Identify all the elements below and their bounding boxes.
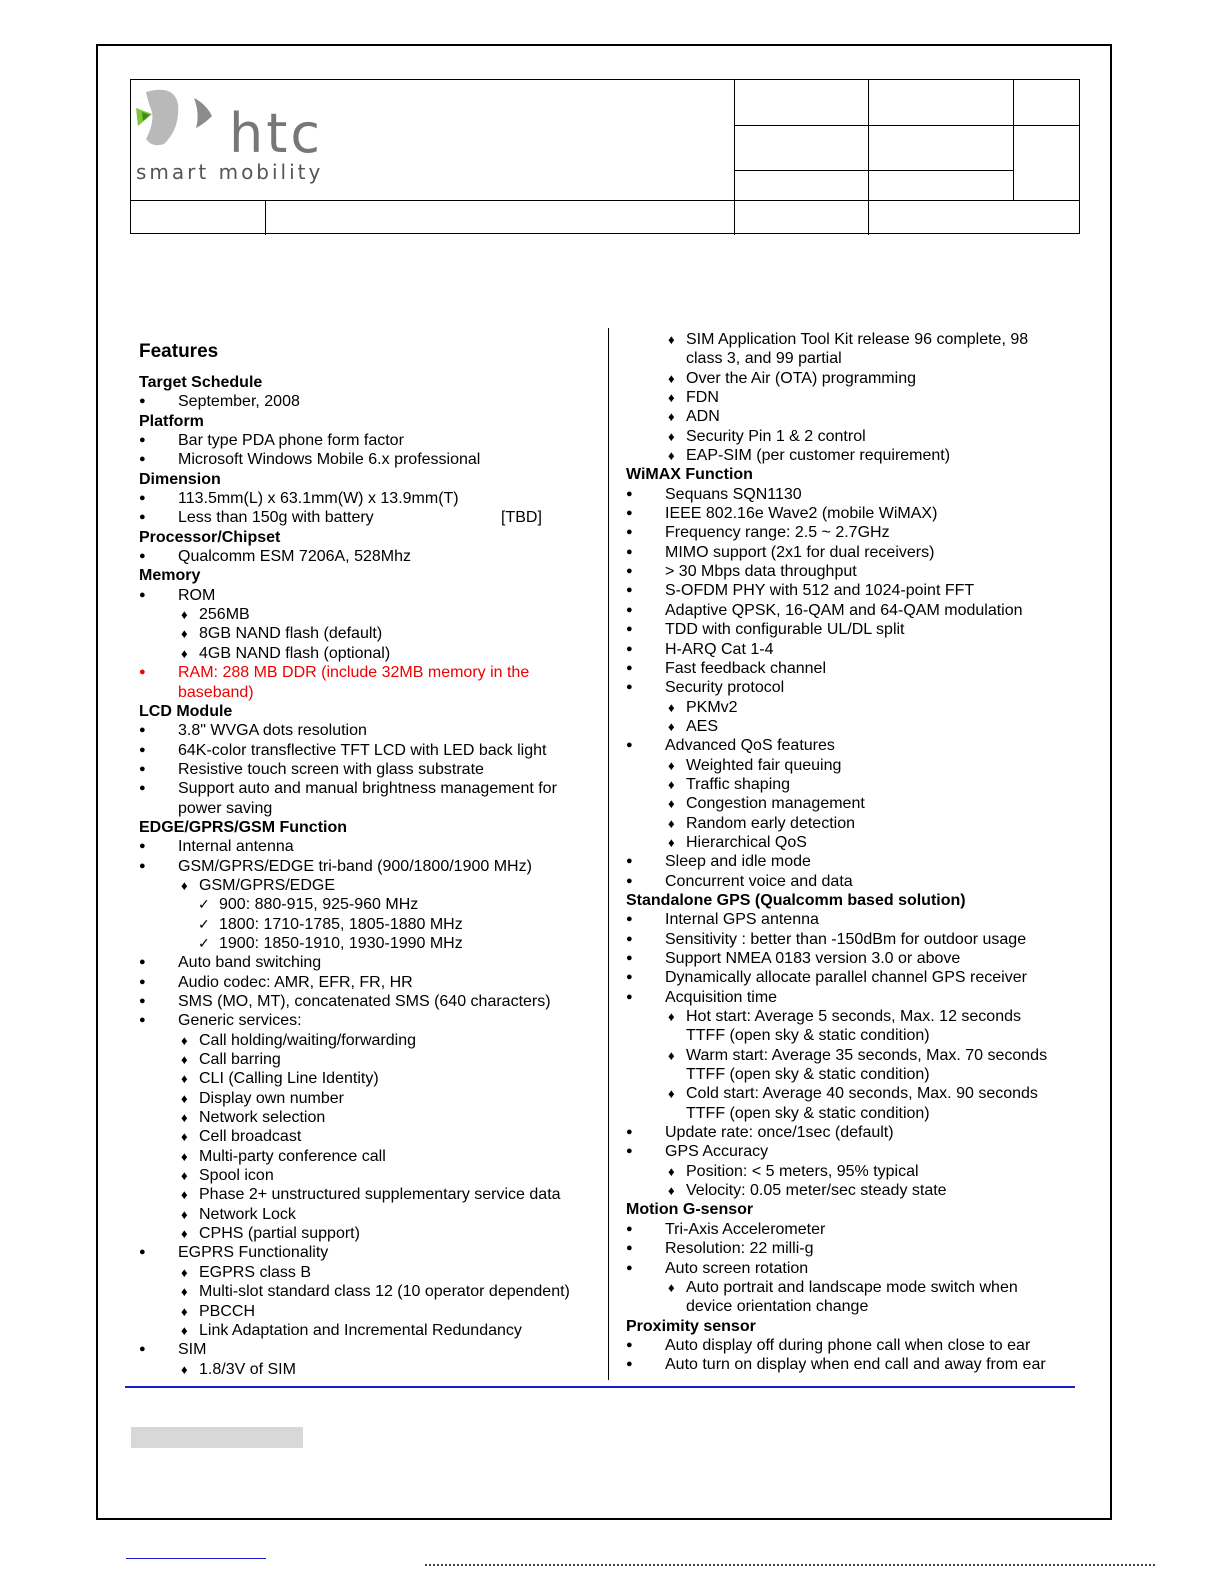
item-text: Auto turn on display when end call and away from ear xyxy=(665,1356,1046,1374)
item-text: > 30 Mbps data throughput xyxy=(665,563,857,581)
sub-bullet-item xyxy=(139,1166,599,1185)
sub-bullet-item xyxy=(626,330,1086,349)
item-text: Multi-party conference call xyxy=(199,1147,386,1165)
item-text: Resolution: 22 milli-g xyxy=(665,1240,814,1258)
bullet-item xyxy=(626,930,1086,949)
item-text: Weighted fair queuing xyxy=(686,756,842,774)
item-text: PKMv2 xyxy=(686,698,738,716)
item-text: H-ARQ Cat 1-4 xyxy=(665,640,774,658)
item-text: Velocity: 0.05 meter/sec steady state xyxy=(686,1182,947,1200)
item-text: Auto portrait and landscape mode switch when xyxy=(686,1278,1018,1296)
sub-bullet-item xyxy=(626,388,1086,407)
check-item xyxy=(139,895,599,914)
item-text: Target Schedule xyxy=(139,374,263,391)
bullet-item xyxy=(626,968,1086,987)
item-text: Resistive touch screen with glass substrate xyxy=(178,760,484,778)
item-text: S-OFDM PHY with 512 and 1024-point FFT xyxy=(665,582,975,600)
sub-bullet-item xyxy=(626,717,1086,736)
bullet-item xyxy=(139,741,599,760)
bullet-item xyxy=(139,1011,599,1030)
sub-bullet-item xyxy=(139,1360,599,1379)
item-text: GSM/GPRS/EDGE tri-band (900/1800/1900 MHz) xyxy=(178,857,532,875)
sub-bullet-item xyxy=(626,1162,1086,1181)
section-heading xyxy=(626,465,1086,484)
item-text: 64K-color transflective TFT LCD with LED back light xyxy=(178,741,547,759)
footer-rule xyxy=(125,1386,1075,1388)
header-rule xyxy=(265,200,266,235)
sub-bullet-item xyxy=(626,1046,1086,1065)
item-text: Generic services: xyxy=(178,1012,302,1030)
bullet-item xyxy=(626,562,1086,581)
item-text: Internal antenna xyxy=(178,838,294,856)
bullet-item xyxy=(626,678,1086,697)
sub-bullet-item xyxy=(139,1185,599,1204)
bullet-item xyxy=(139,489,599,508)
item-text: EGPRS Functionality xyxy=(178,1244,329,1262)
item-text: Fast feedback channel xyxy=(665,659,826,677)
item-text: Audio codec: AMR, EFR, FR, HR xyxy=(178,973,413,991)
sub-bullet-continuation xyxy=(626,1297,1086,1316)
check-item xyxy=(139,915,599,934)
bullet-item xyxy=(139,508,599,527)
left-column xyxy=(139,334,599,1379)
item-text: Acquisition time xyxy=(665,988,778,1006)
item-text: SIM Application Tool Kit release 96 complete, 98 xyxy=(686,331,1029,348)
item-text: WiMAX Function xyxy=(626,466,753,484)
item-text: IEEE 802.16e Wave2 (mobile WiMAX) xyxy=(665,505,938,523)
item-text: Sleep and idle mode xyxy=(665,853,811,871)
item-text: 8GB NAND flash (default) xyxy=(199,625,383,643)
item-text: PBCCH xyxy=(199,1302,256,1320)
item-text: 256MB xyxy=(199,606,250,624)
sub-bullet-item xyxy=(626,407,1086,426)
item-text: Traffic shaping xyxy=(686,775,791,793)
sub-bullet-item xyxy=(139,624,599,643)
sub-bullet-item xyxy=(626,794,1086,813)
item-text: Security protocol xyxy=(665,679,785,697)
item-text: Standalone GPS (Qualcomm based solution) xyxy=(626,891,966,909)
item-text: Adaptive QPSK, 16-QAM and 64-QAM modulation xyxy=(665,601,1023,619)
item-text: FDN xyxy=(686,389,719,407)
item-text: Memory xyxy=(139,567,201,585)
bullet-item xyxy=(626,1123,1086,1142)
bullet-item xyxy=(139,953,599,972)
column-divider xyxy=(608,328,609,1380)
item-text: Microsoft Windows Mobile 6.x professional xyxy=(178,451,481,469)
section-heading xyxy=(139,528,599,547)
item-text: Link Adaptation and Incremental Redundancy xyxy=(199,1321,522,1339)
item-text: RAM: 288 MB DDR (include 32MB memory in the xyxy=(178,664,530,682)
bullet-item xyxy=(626,504,1086,523)
header-rule xyxy=(734,80,735,235)
section-heading xyxy=(139,412,599,431)
item-text: Network Lock xyxy=(199,1205,296,1223)
item-text: Qualcomm ESM 7206A, 528Mhz xyxy=(178,548,411,566)
bullet-item xyxy=(626,485,1086,504)
item-text: CLI (Calling Line Identity) xyxy=(199,1070,379,1088)
item-text: Warm start: Average 35 seconds, Max. 70 seconds xyxy=(686,1046,1048,1064)
item-text: class 3, and 99 partial xyxy=(686,350,842,368)
bottom-dotted-rule xyxy=(425,1564,1155,1566)
item-text: EGPRS class B xyxy=(199,1263,312,1281)
item-text: Dynamically allocate parallel channel GPS receiver xyxy=(665,969,1027,987)
bullet-item xyxy=(626,1239,1086,1258)
bullet-item xyxy=(626,640,1086,659)
bullet-item xyxy=(626,872,1086,891)
item-text: ROM xyxy=(178,586,216,604)
header-rule xyxy=(868,80,869,235)
item-text: Frequency range: 2.5 ~ 2.7GHz xyxy=(665,524,890,542)
bullet-item xyxy=(139,837,599,856)
logo-tagline: smart mobility xyxy=(136,160,324,184)
item-text: Less than 150g with battery xyxy=(178,509,374,527)
bullet-item xyxy=(139,992,599,1011)
item-text: Hierarchical QoS xyxy=(686,833,807,851)
features-title: Features xyxy=(139,341,219,362)
section-heading xyxy=(626,1317,1086,1336)
bullet-continuation xyxy=(139,683,599,702)
section-heading xyxy=(139,566,599,585)
sub-bullet-item xyxy=(139,1224,599,1243)
section-heading xyxy=(626,891,1086,910)
logo-mark-icon xyxy=(134,84,224,154)
sub-bullet-continuation xyxy=(626,349,1086,368)
sub-bullet-item xyxy=(139,1321,599,1340)
bullet-item xyxy=(626,543,1086,562)
item-text: TTFF (open sky & static condition) xyxy=(686,1066,930,1084)
item-text: SIM xyxy=(178,1341,207,1359)
item-text: Processor/Chipset xyxy=(139,528,281,546)
bullet-item xyxy=(626,1220,1086,1239)
section-heading xyxy=(626,1200,1086,1219)
bullet-item xyxy=(626,910,1086,929)
item-text: baseband) xyxy=(178,683,254,701)
item-text: 1800: 1710-1785, 1805-1880 MHz xyxy=(219,915,463,933)
item-text: EDGE/GPRS/GSM Function xyxy=(139,818,348,836)
sub-bullet-item xyxy=(139,1205,599,1224)
bullet-item xyxy=(139,586,599,605)
item-text: Internal GPS antenna xyxy=(665,911,819,929)
item-text: Motion G-sensor xyxy=(626,1201,754,1219)
right-column xyxy=(626,330,1086,1375)
item-text: Update rate: once/1sec (default) xyxy=(665,1124,894,1142)
item-text: Sequans SQN1130 xyxy=(665,485,802,503)
section-heading xyxy=(139,702,599,721)
bullet-item xyxy=(139,760,599,779)
item-text: 113.5mm(L) x 63.1mm(W) x 13.9mm(T) xyxy=(178,490,459,508)
item-text: ADN xyxy=(686,408,720,426)
item-text: 1900: 1850-1910, 1930-1990 MHz xyxy=(219,934,463,952)
sub-bullet-item xyxy=(139,1282,599,1301)
bullet-item xyxy=(626,523,1086,542)
item-text: Cell broadcast xyxy=(199,1128,302,1146)
section-heading xyxy=(139,818,599,837)
sub-bullet-item xyxy=(139,644,599,663)
bullet-item xyxy=(139,1243,599,1262)
item-text: Auto screen rotation xyxy=(665,1259,809,1277)
header-rule xyxy=(735,125,1080,126)
sub-bullet-item xyxy=(139,605,599,624)
header-rule xyxy=(735,170,1013,171)
item-text: Display own number xyxy=(199,1089,344,1107)
item-text: EAP-SIM (per customer requirement) xyxy=(686,447,951,465)
item-text: Advanced QoS features xyxy=(665,737,835,755)
item-text: 4GB NAND flash (optional) xyxy=(199,644,391,662)
item-text: Phase 2+ unstructured supplementary service data xyxy=(199,1186,561,1204)
bullet-item xyxy=(626,949,1086,968)
bullet-item xyxy=(626,1355,1086,1374)
sub-bullet-item xyxy=(139,1302,599,1321)
bullet-item xyxy=(139,973,599,992)
sub-bullet-item xyxy=(139,1050,599,1069)
bullet-item xyxy=(139,450,599,469)
item-text: GPS Accuracy xyxy=(665,1143,769,1161)
bullet-item xyxy=(626,601,1086,620)
item-text: Proximity sensor xyxy=(626,1317,756,1335)
bullet-item xyxy=(139,547,599,566)
bullet-item xyxy=(626,1142,1086,1161)
sub-bullet-item xyxy=(139,1127,599,1146)
sub-bullet-item xyxy=(626,1181,1086,1200)
item-text: Tri-Axis Accelerometer xyxy=(665,1220,826,1238)
item-text: Hot start: Average 5 seconds, Max. 12 seconds xyxy=(686,1008,1021,1026)
item-text: SMS (MO, MT), concatenated SMS (640 characters) xyxy=(178,993,551,1010)
item-text: device orientation change xyxy=(686,1298,869,1316)
bullet-item xyxy=(626,988,1086,1007)
item-text: power saving xyxy=(178,799,273,817)
logo-wordmark: htc xyxy=(229,102,324,165)
redacted-box xyxy=(131,1427,303,1448)
item-text: September, 2008 xyxy=(178,393,300,411)
sub-bullet-item xyxy=(626,775,1086,794)
item-text: Dimension xyxy=(139,470,221,488)
item-text: 3.8" WVGA dots resolution xyxy=(178,722,367,740)
item-text: CPHS (partial support) xyxy=(199,1225,360,1243)
bullet-item xyxy=(139,663,599,682)
sub-bullet-continuation xyxy=(626,1026,1086,1045)
bullet-continuation xyxy=(139,799,599,818)
sub-bullet-item xyxy=(139,876,599,895)
item-text: Auto band switching xyxy=(178,954,322,972)
item-text: MIMO support (2x1 for dual receivers) xyxy=(665,543,935,561)
item-text: Platform xyxy=(139,412,204,430)
sub-bullet-item xyxy=(626,446,1086,465)
item-text: Bar type PDA phone form factor xyxy=(178,432,404,450)
sub-bullet-item xyxy=(626,833,1086,852)
sub-bullet-item xyxy=(626,814,1086,833)
htc-logo xyxy=(134,84,349,194)
sub-bullet-item xyxy=(626,1084,1086,1103)
bullet-item xyxy=(626,1259,1086,1278)
item-text: 900: 880-915, 925-960 MHz xyxy=(219,896,419,914)
bullet-item xyxy=(139,779,599,798)
sub-bullet-item xyxy=(626,369,1086,388)
sub-bullet-item xyxy=(626,698,1086,717)
item-text: 1.8/3V of SIM xyxy=(199,1360,296,1378)
item-text: TDD with configurable UL/DL split xyxy=(665,621,905,639)
item-text: TTFF (open sky & static condition) xyxy=(686,1104,930,1122)
item-text: Auto display off during phone call when close to ear xyxy=(665,1336,1031,1354)
sub-bullet-item xyxy=(139,1108,599,1127)
sub-bullet-item xyxy=(139,1031,599,1050)
bullet-item xyxy=(139,1340,599,1359)
item-text: AES xyxy=(686,717,719,735)
item-text: Random early detection xyxy=(686,814,855,832)
bullet-item xyxy=(626,659,1086,678)
bullet-item xyxy=(626,736,1086,755)
sub-bullet-continuation xyxy=(626,1104,1086,1123)
item-text: Position: < 5 meters, 95% typical xyxy=(686,1162,919,1180)
sub-bullet-item xyxy=(626,756,1086,775)
item-text: LCD Module xyxy=(139,702,233,720)
bullet-item xyxy=(139,431,599,450)
item-text: Over the Air (OTA) programming xyxy=(686,369,916,387)
tbd-tag: [TBD] xyxy=(501,509,542,527)
item-text: Network selection xyxy=(199,1109,326,1127)
item-text: Multi-slot standard class 12 (10 operator dependent) xyxy=(199,1283,570,1301)
sub-bullet-item xyxy=(139,1147,599,1166)
header-rule xyxy=(131,200,1080,201)
item-text: GSM/GPRS/EDGE xyxy=(199,876,336,894)
sub-bullet-item xyxy=(139,1089,599,1108)
bullet-item xyxy=(139,721,599,740)
sub-bullet-continuation xyxy=(626,1065,1086,1084)
bullet-item xyxy=(139,392,599,411)
sub-bullet-item xyxy=(139,1069,599,1088)
section-heading xyxy=(139,373,599,392)
item-text: Call holding/waiting/forwarding xyxy=(199,1031,417,1049)
bullet-item xyxy=(139,857,599,876)
item-text: Support auto and manual brightness management for xyxy=(178,780,557,798)
bullet-item xyxy=(626,1336,1086,1355)
check-item xyxy=(139,934,599,953)
item-text: Cold start: Average 40 seconds, Max. 90 seconds xyxy=(686,1085,1038,1103)
bullet-item xyxy=(626,620,1086,639)
sub-bullet-item xyxy=(139,1263,599,1282)
section-heading xyxy=(139,470,599,489)
item-text: Spool icon xyxy=(199,1167,274,1185)
item-text: TTFF (open sky & static condition) xyxy=(686,1027,930,1045)
item-text: Call barring xyxy=(199,1051,281,1069)
bullet-item xyxy=(626,581,1086,600)
bottom-link-rule xyxy=(126,1558,266,1559)
item-text: Support NMEA 0183 version 3.0 or above xyxy=(665,950,961,967)
header-rule xyxy=(1013,80,1014,200)
sub-bullet-item xyxy=(626,1278,1086,1297)
sub-bullet-item xyxy=(626,1007,1086,1026)
item-text: Congestion management xyxy=(686,795,865,813)
bullet-item xyxy=(626,852,1086,871)
item-text: Security Pin 1 & 2 control xyxy=(686,427,866,445)
item-text: Sensitivity : better than -150dBm for outdoor usage xyxy=(665,930,1027,948)
sub-bullet-item xyxy=(626,427,1086,446)
item-text: Concurrent voice and data xyxy=(665,872,853,890)
